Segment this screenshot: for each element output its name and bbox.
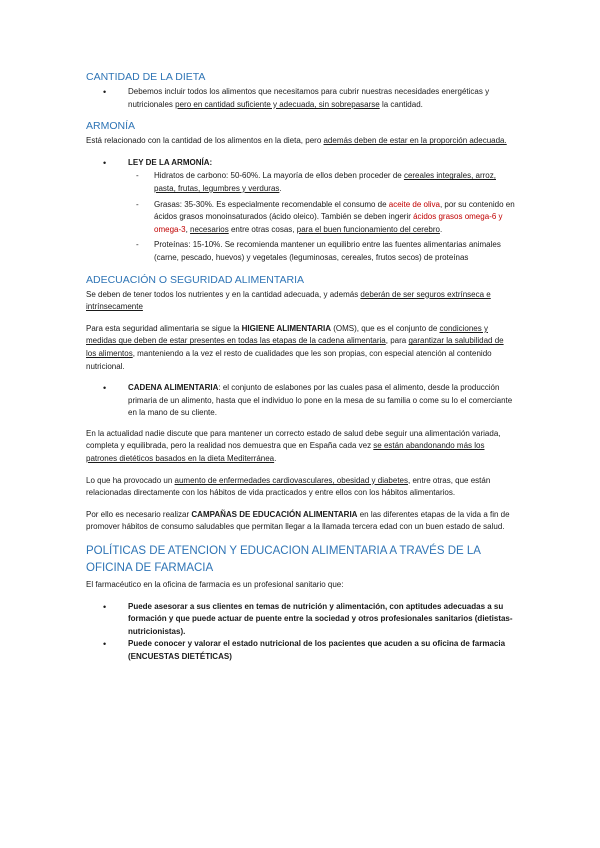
paragraph [86,428,516,466]
text-run: en las diferentes etapas de la vida a fin de promover hábitos de consumo saludables que permitan llegar a la llamada tercera edad con un buen estado de salud. [86,509,510,532]
underlined-text: pero en cantidad suficiente y adecuada, sin sobrepasarse [175,99,380,109]
text-run: Hidratos de carbono: 50-60%. La mayoría de ellos deben proceder de [154,171,404,181]
text-run: . [274,454,277,464]
text-run: Grasas: 35-30%. Es especialmente recomendable el consumo de [154,199,389,209]
bold-text: CADENA ALIMENTARIA [128,383,219,393]
text-run: Lo que ha provocado un [86,475,175,485]
list-item [86,601,516,639]
text-run: . [279,183,282,193]
bold-text: Puede conocer y valorar el estado nutricional de los pacientes que acuden a su oficina de farmacia ( [128,639,506,661]
text-run: (OMS), que es el conjunto de [331,323,440,333]
text-run: Está relacionado con la cantidad de los alimentos en la dieta, pero [86,136,324,146]
heading-armonia: ARMONÍA [86,120,136,133]
paragraph [86,289,516,314]
underlined-text: se están abandonando más los patrones dietéticos basados en la dieta Mediterránea [86,441,485,464]
text-run: Debemos incluir todos los alimentos que necesitamos para cubrir nuestras necesidades energéticas y nutricionales [128,87,490,109]
underlined-text: condiciones y medidas que deben de estar presentes en todas las etapas de la cadena alimentaria [86,323,488,346]
underlined-text: para el buen funcionamiento del cerebro [296,224,440,234]
paragraph: El farmacéutico en la oficina de farmacia es un profesional sanitario que: [86,580,344,590]
sublist-item-hidratos [128,170,516,195]
text-run: Se deben de tener todos los nutrientes y en la cantidad adecuada, y además [86,289,361,299]
section-politicas [86,543,516,664]
heading-cantidad: CANTIDAD DE LA DIETA [86,71,206,83]
text-run: Por ello es necesario realizar [86,509,192,519]
law-title: LEY DE LA ARMONÍA: [128,157,213,167]
paragraph [86,475,516,500]
paragraph [86,135,516,148]
bold-text: CAMPAÑAS DE EDUCACIÓN ALIMENTARIA [191,509,358,519]
sublist-item-grasas [128,199,516,237]
text-run: : el conjunto de eslabones por las cuales pasa el alimento, desde la producción primaria de un alimento, hasta que el individuo lo pone en la mesa de su familia o come su lo el comerciante en la mano de su cliente. [128,383,513,418]
armonia-list [86,157,516,265]
text-run: . [439,224,443,234]
text-run: Para esta seguridad alimentaria se sigue la [86,323,242,333]
heading-politicas: POLÍTICAS DE ATENCION Y EDUCACION ALIMENTARIA A TRAVÉS DE LA OFICINA DE FARMACIA [86,545,481,575]
text-run: En la actualidad nadie discute que para mantener un correcto estado de salud debe seguir una alimentación variada, completa y equilibrada, pero la realidad nos demuestra que en España cada vez [86,428,501,451]
red-text: aceite de oliva [388,199,440,209]
law-sublist [128,170,516,264]
underlined-text: además deben de estar en la proporción adecuada. [323,136,507,146]
cadena-list [86,382,516,420]
underlined-text: necesarios [190,224,229,234]
bold-text: HIGIENE ALIMENTARIA [241,323,331,333]
bold-text: Puede asesorar a sus clientes en temas de nutrición y alimentación, con aptitudes adecuadas a su formación y que puede actuar de puente entre la sociedad y otros profesionales sanitarios (dietistas-nutricionistas). [128,601,513,636]
text-run: Proteínas: 15-10%. Se recomienda mantener un equilibrio entre las fuentes alimentarias animales (carne, pescado, huevos) y vegetales (leguminosas, cereales, frutos secos) de proteínas [154,240,501,262]
text-run: , entre otras, que están relacionadas directamente con los hábitos de vida practicados y entre ellos con los hábitos alimentarios. [86,475,491,498]
section-adecuacion [86,273,516,535]
list-item [86,382,516,420]
list-item [86,86,516,111]
text-run: , [185,224,191,234]
underlined-text: deberán de ser seguros extrínseca e intrínsecamente [86,289,491,312]
cantidad-list [86,86,516,111]
red-text: ácidos grasos omega-6 y omega-3 [154,212,503,234]
bold-text: ) [229,652,232,661]
paragraph [86,323,516,373]
underlined-text: aumento de enfermedades cardiovasculares, obesidad y diabetes [174,475,408,485]
text-run: la cantidad. [379,99,423,109]
bold-text: ENCUESTAS DIETÉTICAS [130,652,230,661]
underlined-text: cereales integrales, arroz, pasta, frutas, legumbres y verduras [154,171,496,193]
paragraph [86,509,516,534]
text-run: entre otras cosas, [228,224,297,234]
section-cantidad [86,70,516,111]
section-armonia [86,119,516,264]
farmaceutico-list [86,601,516,664]
text-run: , manteniendo a la vez el resto de cualidades que les son propias, con especial atención al contenido nutricional. [86,348,492,371]
document-body [86,70,516,672]
list-item [86,157,516,265]
text-run: , para [385,336,409,346]
sublist-item-proteinas [128,239,516,264]
list-item [86,638,516,663]
heading-adecuacion: ADECUACIÓN O SEGURIDAD ALIMENTARIA [86,273,305,286]
text-run: , por su contenido en ácidos grasos monoinsaturados (ácido oleico). También se deben ingerir [154,199,515,222]
underlined-text: garantizar la salubilidad de los alimentos [86,336,504,358]
